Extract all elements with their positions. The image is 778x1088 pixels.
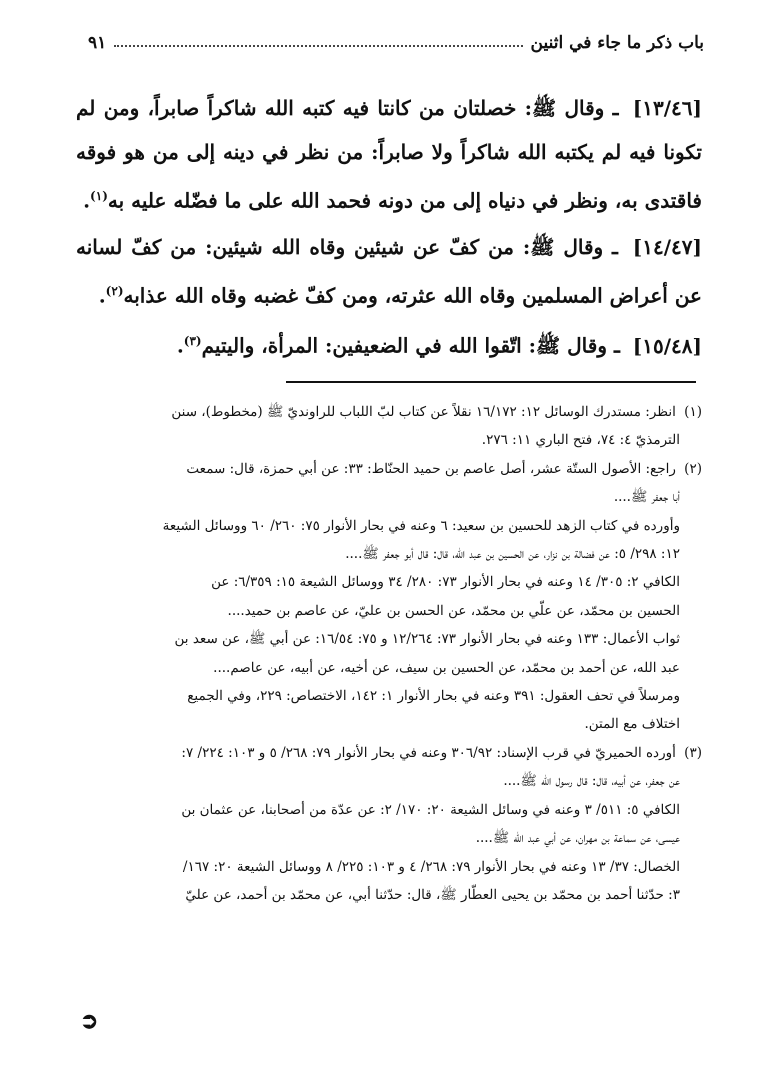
hadith-paragraph: [١٥/٤٨] ـ وقال ﷺ: اتّقوا الله في الضعيفين: المرأة، واليتيم$^{(٣)}$. xyxy=(176,333,702,358)
footnote-line: وأورده في كتاب الزهد للحسين بن سعيد: ٦ وعنه في بحار الأنوار ٧٥: ٢٦٠/ ٦٠ ووسائل الشيعة xyxy=(162,517,680,534)
footnote-ref[interactable]: (١) xyxy=(90,189,108,203)
footnote-line: ثواب الأعمال: ١٣٣ وعنه في بحار الأنوار ٧٣: ١٢/٢٦٤ و ٧٥: ١٦/٥٤: عن أبي ﷺ، عن سعد بن xyxy=(174,631,680,648)
header-dot-leader xyxy=(114,45,522,47)
footnote-1 xyxy=(76,398,702,455)
footnote-3 xyxy=(76,739,702,909)
footnote-line xyxy=(76,739,702,767)
chapter-title: باب ذكر ما جاء في اثنين xyxy=(530,33,704,53)
continuation-arrow-icon: ➲ xyxy=(80,1008,99,1034)
hadith-text: ـ وقال ﷺ: اتّقوا الله في الضعيفين: المرأة، واليتيم xyxy=(201,333,620,358)
footnote-text: راجع: الأصول الستّة عشر، أصل عاصم بن حميد الحنّاط: ٣٣: عن أبي حمزة، قال: سمعت xyxy=(186,460,676,477)
footnote-2 xyxy=(76,455,702,739)
page-number: ٩١ xyxy=(88,33,107,53)
main-text xyxy=(76,86,702,370)
footnote-line: عيسى، عن سماعة بن مهران، عن أبي عبد الله ﷺ.... xyxy=(475,830,680,847)
running-header xyxy=(88,25,704,53)
footnote-line: الحسين بن محمّد، عن علّي بن محمّد، عن الحسن بن عليّ، عن عاصم بن حميد.... xyxy=(227,602,680,619)
footnote-line: ومرسلاً في تحف العقول: ٣٩١ وعنه في بحار الأنوار ١: ١٤٢، الاختصاص: ٢٢٩، وفي الجميع xyxy=(187,688,680,705)
footnote-line: اختلاف مع المتن. xyxy=(584,716,680,733)
footnote-ref[interactable]: (٣) xyxy=(183,334,202,349)
footnote-line: عبد الله، عن أحمد بن محمّد، عن الحسين بن سيف، عن أخيه، عن أبيه، عن عاصم.... xyxy=(213,659,680,676)
hadith-paragraph: [١٣/٤٦] ـ وقال ﷺ: خصلتان من كانتا فيه كتبه الله شاكراً صابراً، ومن لم تكونا فيه لم يكتبه الله شاكراً ولا صابراً: من نظر في دينه إلى من هو فوقه فاقتدى به، ونظر في دنياه إلى من دونه فحمد الله على ما فضّله عليه به$^{(١)}$. xyxy=(76,96,702,213)
footnote-label: (١) xyxy=(684,404,702,420)
hadith-text: ـ وقال ﷺ: من كفّ عن شيئين وقاه الله شيئين: من كفّ لسانه عن أعراض المسلمين وقاه الله عثرته، ومن كفّ غضبه وقاه الله عذابه xyxy=(76,234,702,308)
footnote-line: الكافي ٥: ٥١١/ ٣ وعنه في وسائل الشيعة ٢٠: ١٧٠/ ٢: عن عدّة من أصحابنا، عن عثمان بن xyxy=(181,801,680,818)
footnote-line: عن جعفر، عن أبيه، قال: قال رسول الله ﷺ.... xyxy=(503,773,680,790)
footnote-label: (٣) xyxy=(684,744,702,761)
hadith-number: [١٤/٤٧] xyxy=(632,234,703,259)
footnote-line: الترمذيّ ٤: ٧٤، فتح الباري ١١: ٢٧٦. xyxy=(481,432,680,449)
footnote-line: أبا جعفر ﷺ.... xyxy=(613,489,680,506)
footnote-separator xyxy=(286,381,696,383)
footnote-text: أورده الحميريّ في قرب الإسناد: ٣٠٦/٩٢ وعنه في بحار الأنوار ٧٩: ٢٦٨/ ٥ و ١٠٣: ٢٢٤/ ٧: xyxy=(181,744,676,761)
hadith-number: [١٣/٤٦] xyxy=(632,96,702,120)
footnotes xyxy=(76,398,702,909)
hadith-paragraph: [١٤/٤٧] ـ وقال ﷺ: من كفّ عن شيئين وقاه الله شيئين: من كفّ لسانه عن أعراض المسلمين وقاه الله عثرته، ومن كفّ غضبه وقاه الله عذابه$^{(٢)}$. xyxy=(76,234,703,308)
hadith-text: ـ وقال ﷺ: خصلتان من كانتا فيه كتبه الله شاكراً صابراً، ومن لم تكونا فيه لم يكتبه الله شاكراً ولا صابراً: من نظر في دينه إلى من هو فوقه فاقتدى به، ونظر في دنياه إلى من دونه فحمد الله على ما فضّله عليه به xyxy=(76,96,702,213)
footnote-ref[interactable]: (٢) xyxy=(105,283,124,298)
footnote-line: ١٢: ٢٩٨/ ٥: عن فضالة بن نزار، عن الحسين بن عبد الله، قال: قال أبو جعفر ﷺ.... xyxy=(345,546,680,563)
footnote-line: الكافي ٢: ٣٠٥/ ١٤ وعنه في بحار الأنوار ٧٣: ٢٨٠/ ٣٤ ووسائل الشيعة ١٥: ٦/٣٥٩: عن xyxy=(211,574,680,591)
footnote-line xyxy=(76,398,702,426)
footnote-line xyxy=(76,455,702,483)
footnote-label: (٢) xyxy=(684,460,702,477)
footnote-line: الخصال: ٣٧/ ١٣ وعنه في بحار الأنوار ٧٩: ٢٦٨/ ٤ و ١٠٣: ٢٢٥/ ٨ ووسائل الشيعة ٢٠: ١٦٧/ xyxy=(182,858,680,875)
footnote-line: ٣: حدّثنا أحمد بن محمّد بن يحيى العطّار ﷺ، قال: حدّثنا أبي، عن محمّد بن أحمد، عن عليّ xyxy=(185,886,680,903)
hadith-number: [١٥/٤٨] xyxy=(632,333,702,358)
footnote-text: انظر: مستدرك الوسائل ١٢: ١٦/١٧٢ نقلاً عن كتاب لبّ اللباب للراونديّ ﷺ (مخطوط)، سنن xyxy=(171,404,676,420)
